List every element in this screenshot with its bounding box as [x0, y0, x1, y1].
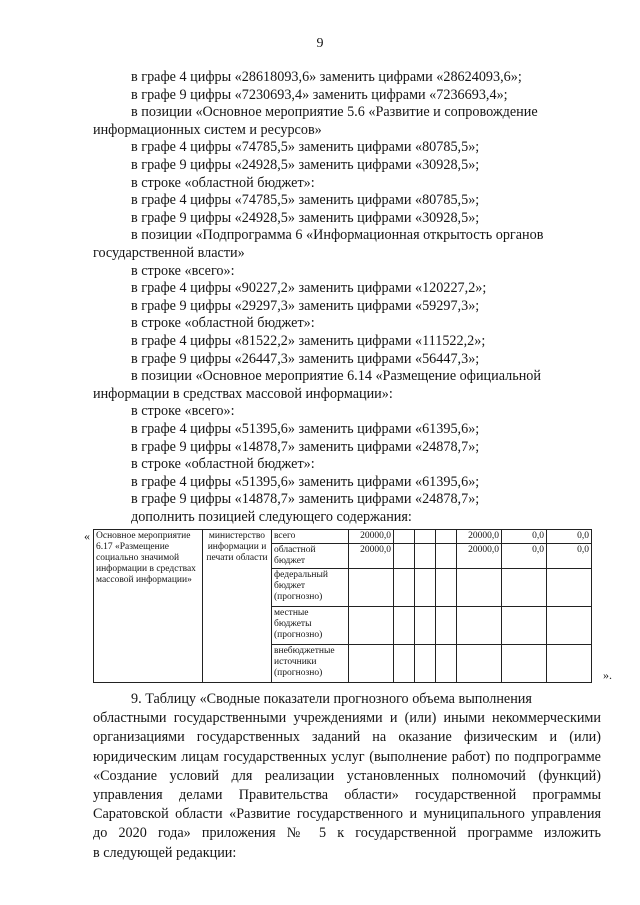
col6-cell	[415, 544, 436, 569]
col5-cell	[394, 607, 415, 645]
col9-cell	[502, 569, 547, 607]
col7-cell	[436, 544, 457, 569]
paragraph-line: Саратовской области «Развитие государственного и муниципального управления	[93, 806, 601, 823]
text-line: в графе 4 цифры «74785,5» заменить цифрами «80785,5»;	[131, 139, 480, 156]
col7-cell	[436, 607, 457, 645]
text-line: государственной власти»	[93, 245, 245, 261]
text-line: в графе 4 цифры «51395,6» заменить цифрами «61395,6»;	[131, 473, 480, 490]
source-cell: внебюджетные источники (прогнозно)	[272, 645, 349, 683]
text-line: в графе 9 цифры «7230693,4» заменить цифрами «7236693,4»;	[131, 86, 508, 103]
paragraph-line: в следующей редакции:	[93, 844, 237, 861]
text-line: в строке «всего»:	[131, 262, 235, 279]
text-line: в графе 9 цифры «26447,3» заменить цифрами «56447,3»;	[131, 350, 480, 367]
text-line: в позиции «Основное мероприятие 6.14 «Размещение официальной	[131, 368, 541, 385]
text-line: в строке «всего»:	[131, 403, 235, 420]
text-line: в строке «областной бюджет»:	[131, 315, 315, 332]
paragraph-line: «Создание условий для реализации установленных полномочий (функций)	[93, 767, 601, 784]
text-line: в графе 9 цифры «14878,7» заменить цифрами «24878,7»;	[131, 491, 480, 508]
paragraph-line: до 2020 года» приложения № 5 к государственной программе изложить	[93, 825, 601, 842]
paragraph-line: областными государственными учреждениями и (или) иными некоммерческими	[93, 710, 601, 727]
paragraph-line: юридическим лицам государственных услуг (выполнение работ) по подпрограмме	[93, 748, 601, 765]
text-line: в строке «областной бюджет»:	[131, 456, 315, 473]
col9-cell: 0,0	[502, 530, 547, 544]
col9-cell	[502, 607, 547, 645]
table-close-quote: ».	[603, 668, 612, 682]
text-line: в графе 4 цифры «51395,6» заменить цифрами «61395,6»;	[131, 421, 480, 437]
text-line: в графе 9 цифры «29297,3» заменить цифрами «59297,3»;	[131, 297, 480, 314]
source-cell: местные бюджеты (прогнозно)	[272, 607, 349, 645]
source-cell: федеральный бюджет (прогнозно)	[272, 569, 349, 607]
text-line: в графе 4 цифры «81522,2» заменить цифрами «111522,2»;	[131, 333, 486, 349]
paragraph-line: 9. Таблицу «Сводные показатели прогнозного объема выполнения	[131, 691, 532, 707]
col5-cell	[394, 530, 415, 544]
table-open-quote: «	[84, 529, 90, 543]
text-line: в позиции «Подпрограмма 6 «Информационная открытость органов	[131, 227, 544, 244]
text-line: в графе 4 цифры «28618093,6» заменить цифрами «28624093,6»;	[131, 69, 522, 85]
col4-cell: 20000,0	[349, 530, 394, 544]
col10-cell	[547, 607, 592, 645]
text-line: в строке «областной бюджет»:	[131, 174, 315, 191]
col8-cell	[457, 645, 502, 683]
amendment-table	[93, 529, 592, 683]
paragraph-line: управления делами Правительства области» государственной программы	[93, 787, 601, 803]
col10-cell	[547, 645, 592, 683]
text-line: в графе 9 цифры «14878,7» заменить цифрами «24878,7»;	[131, 438, 480, 455]
col4-cell	[349, 569, 394, 607]
col9-cell	[502, 645, 547, 683]
col4-cell: 20000,0	[349, 544, 394, 569]
col5-cell	[394, 645, 415, 683]
col10-cell	[547, 569, 592, 607]
col4-cell	[349, 607, 394, 645]
measure-name-cell: Основное мероприятие 6.17 «Размещение социально значимой информации в средствах массовой информации»	[94, 530, 203, 683]
col7-cell	[436, 645, 457, 683]
source-cell: областной бюджет	[272, 544, 349, 569]
source-cell: всего	[272, 530, 349, 544]
col4-cell	[349, 645, 394, 683]
text-line: в графе 9 цифры «24928,5» заменить цифрами «30928,5»;	[131, 157, 480, 173]
text-line: в позиции «Основное мероприятие 5.6 «Развитие и сопровождение	[131, 104, 538, 121]
col8-cell: 20000,0	[457, 544, 502, 569]
text-line: в графе 9 цифры «24928,5» заменить цифрами «30928,5»;	[131, 209, 480, 226]
executor-cell: министерство информации и печати области	[203, 530, 272, 683]
text-line: информационных систем и ресурсов»	[93, 121, 322, 138]
col7-cell	[436, 569, 457, 607]
col5-cell	[394, 569, 415, 607]
col6-cell	[415, 607, 436, 645]
col10-cell: 0,0	[547, 530, 592, 544]
col6-cell	[415, 645, 436, 683]
page-number: 9	[316, 36, 324, 51]
text-line: информации в средствах массовой информации»:	[93, 385, 393, 402]
col8-cell	[457, 569, 502, 607]
col8-cell: 20000,0	[457, 530, 502, 544]
col6-cell	[415, 530, 436, 544]
col10-cell: 0,0	[547, 544, 592, 569]
col7-cell	[436, 530, 457, 544]
text-line: в графе 4 цифры «90227,2» заменить цифрами «120227,2»;	[131, 280, 487, 297]
col9-cell: 0,0	[502, 544, 547, 569]
text-line: дополнить позицией следующего содержания:	[131, 509, 412, 525]
text-line: в графе 4 цифры «74785,5» заменить цифрами «80785,5»;	[131, 192, 480, 209]
col6-cell	[415, 569, 436, 607]
col8-cell	[457, 607, 502, 645]
paragraph-line: организациями государственных заданий на оказание физическим и (или)	[93, 729, 601, 746]
col5-cell	[394, 544, 415, 569]
